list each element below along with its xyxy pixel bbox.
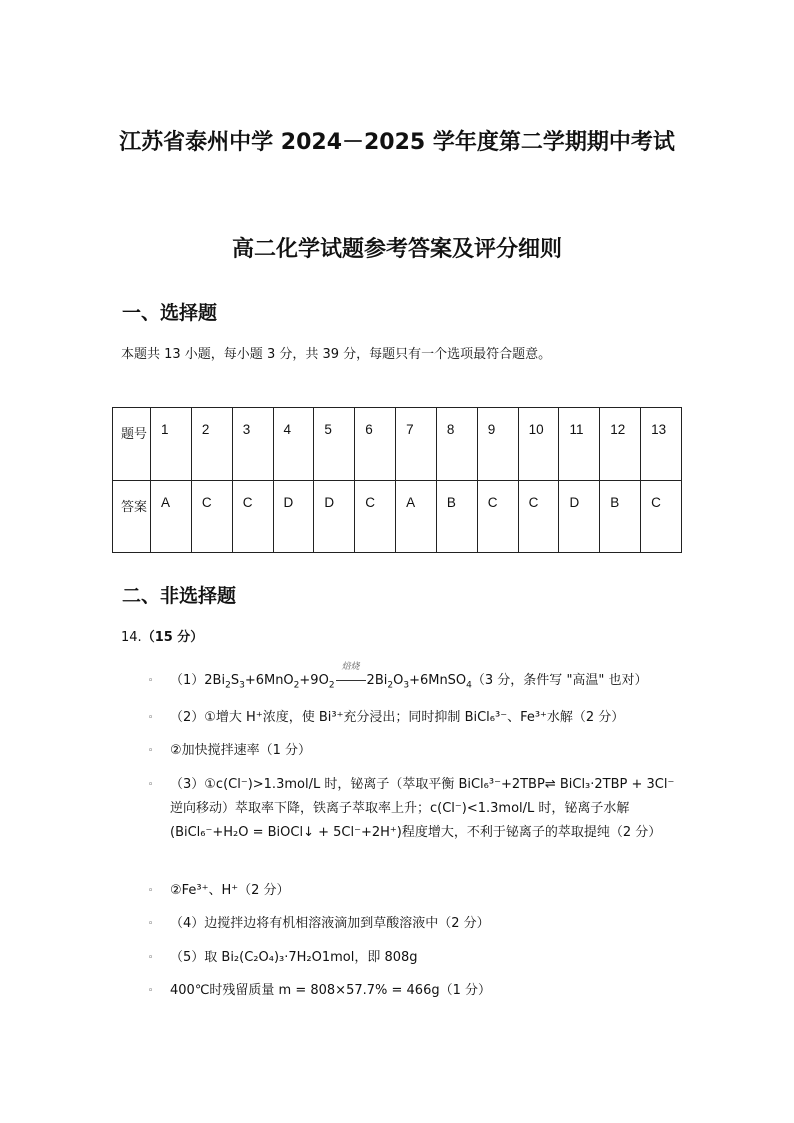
list-item: ◦ （2）①增大 H⁺浓度，使 Bi³⁺充分浸出；同时抑制 BiCl₆³⁻、Fe³⁺水解（2 分）: [148, 706, 678, 730]
answer-equation: $(1)2Bi_2S_3+6MnO_2+9O_2$ 焙烧 $2Bi_2O_3+6MnSO_4(3$ 分，条件写 "高温" 也对）: [170, 669, 678, 693]
table-cell: D: [559, 480, 600, 553]
page-subtitle: 高二化学试题参考答案及评分细则: [231, 237, 562, 262]
question-header: [121, 626, 203, 645]
bullet-icon: ◦: [148, 919, 154, 929]
table-cell: A: [396, 480, 437, 553]
row-header-answer: 答案: [113, 480, 151, 553]
section-intro: 本题共 13 小题，每小题 3 分，共 39 分，每题只有一个选项最符合题意。: [121, 347, 552, 362]
list-item: ◦ ②Fe³⁺、H⁺（2 分）: [148, 879, 678, 903]
table-row-numbers: [113, 408, 682, 481]
bullet-icon: ◦: [148, 886, 154, 896]
bullet-icon: ◦: [148, 953, 154, 963]
bullet-icon: ◦: [148, 676, 154, 686]
table-cell: 2: [191, 408, 232, 481]
table-cell: C: [518, 480, 559, 553]
bullet-icon: ◦: [148, 986, 154, 996]
question-number: 14.: [121, 630, 142, 645]
table-cell: C: [641, 480, 682, 553]
table-cell: B: [436, 480, 477, 553]
reaction-arrow: 焙烧: [335, 669, 367, 693]
table-cell: C: [477, 480, 518, 553]
list-item: ◦ （3）①c(Cl⁻)>1.3mol/L 时，铋离子（萃取平衡 BiCl₆³⁻+2TBP⇌ BiCl₃·2TBP + 3Cl⁻逆向移动）萃取率下降，铁离子萃取率上升；c(Cl⁻)<1.3mol/L 时，铋离子水解(BiCl₆⁻+H₂O = BiOCl↓ + 5Cl⁻+2H⁺)程度增大，不利于铋离子的萃取提纯（2 分）: [148, 773, 678, 845]
table-cell: 8: [436, 408, 477, 481]
page-title: 江苏省泰州中学 2024－2025 学年度第二学期期中考试: [119, 130, 675, 155]
table-cell: D: [314, 480, 355, 553]
table-cell: 11: [559, 408, 600, 481]
list-item: ◦ （5）取 Bi₂(C₂O₄)₃·7H₂O1mol，即 808g: [148, 946, 678, 970]
section-heading-choice: 一、选择题: [122, 302, 218, 324]
row-header-question-number: 题号: [113, 408, 151, 481]
list-item: ◦ 400℃时残留质量 m = 808×57.7% = 466g（1 分）: [148, 979, 678, 1003]
list-item: ◦ ②加快搅拌速率（1 分）: [148, 739, 678, 763]
table-row-answers: [113, 480, 682, 553]
table-cell: C: [355, 480, 396, 553]
table-cell: C: [232, 480, 273, 553]
table-cell: C: [191, 480, 232, 553]
bullet-icon: ◦: [148, 746, 154, 756]
table-cell: 1: [151, 408, 192, 481]
list-item: ◦ （4）边搅拌边将有机相溶液滴加到草酸溶液中（2 分）: [148, 912, 678, 936]
table-cell: 4: [273, 408, 314, 481]
table-cell: 9: [477, 408, 518, 481]
bullet-icon: ◦: [148, 780, 154, 790]
table-cell: 6: [355, 408, 396, 481]
answer-table: [112, 407, 682, 553]
table-cell: 5: [314, 408, 355, 481]
section-heading-nonchoice: 二、非选择题: [122, 585, 237, 607]
list-item: [148, 662, 678, 693]
table-cell: 13: [641, 408, 682, 481]
table-cell: B: [600, 480, 641, 553]
bullet-icon: ◦: [148, 713, 154, 723]
table-cell: 10: [518, 408, 559, 481]
table-cell: A: [151, 480, 192, 553]
question-points: （15 分）: [141, 630, 204, 645]
table-cell: 3: [232, 408, 273, 481]
table-cell: 7: [396, 408, 437, 481]
table-cell: D: [273, 480, 314, 553]
table-cell: 12: [600, 408, 641, 481]
